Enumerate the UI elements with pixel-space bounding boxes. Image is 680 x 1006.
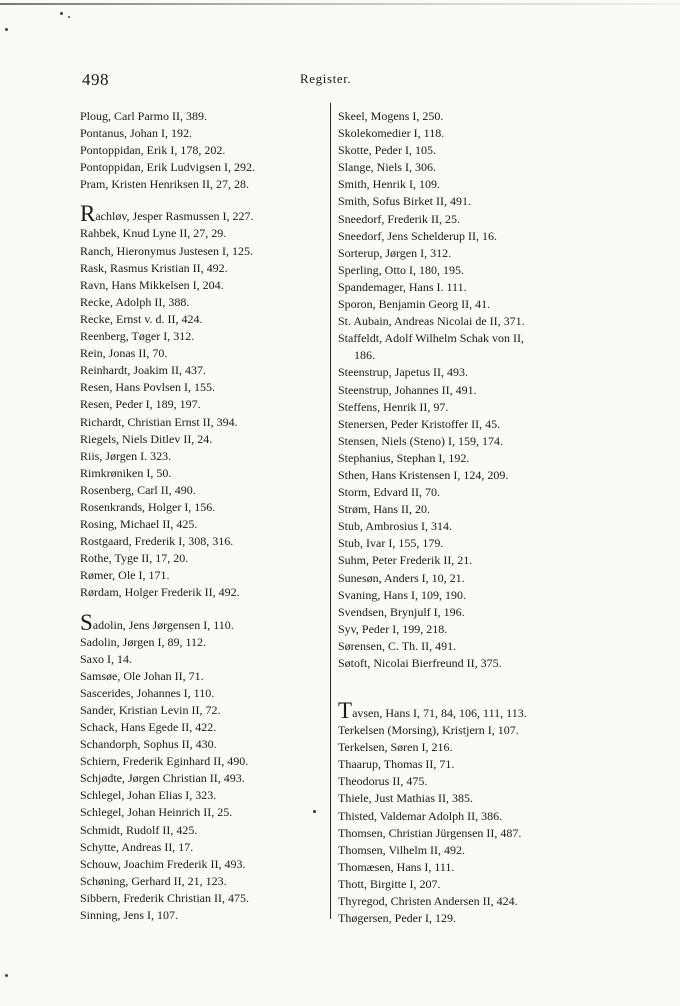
- index-entry: Thott, Birgitte I, 207.: [338, 876, 441, 891]
- index-entry: Schytte, Andreas II, 17.: [80, 839, 194, 854]
- index-entry: Theodorus II, 475.: [338, 774, 428, 789]
- index-entry: Rørdam, Holger Frederik II, 492.: [80, 585, 240, 600]
- index-entry: Thisted, Valdemar Adolph II, 386.: [338, 808, 503, 823]
- index-entry: Schandorph, Sophus II, 430.: [80, 737, 217, 752]
- index-entry: 186.: [354, 348, 375, 363]
- index-entry: Steenstrup, Japetus II, 493.: [338, 365, 468, 380]
- index-entry-text: adolin, Jens Jørgensen I, 110.: [92, 617, 234, 632]
- index-entry: Schmidt, Rudolf II, 425.: [80, 822, 198, 837]
- index-entry: Schiern, Frederik Eginhard II, 490.: [80, 754, 249, 769]
- index-entry: Sneedorf, Frederik II, 25.: [338, 211, 460, 226]
- section-gap: [80, 602, 315, 612]
- index-entry: Schlegel, Johan Heinrich II, 25.: [80, 805, 233, 820]
- index-entry: Stub, Ambrosius I, 314.: [338, 519, 453, 534]
- index-entry: Pram, Kristen Henriksen II, 27, 28.: [80, 177, 249, 192]
- index-entry: Sascerides, Johannes I, 110.: [80, 685, 215, 700]
- index-entry: Rothe, Tyge II, 17, 20.: [80, 551, 189, 566]
- index-entry: Pontanus, Johan I, 192.: [80, 126, 192, 141]
- index-entry: St. Aubain, Andreas Nicolai de II, 371.: [338, 314, 525, 329]
- print-speck: [68, 16, 70, 18]
- index-entry: Thomsen, Christian Jürgensen II, 487.: [338, 825, 522, 840]
- index-entry: Recke, Adolph II, 388.: [80, 294, 190, 309]
- index-entry: Pontoppidan, Erik I, 178, 202.: [80, 143, 226, 158]
- index-entry: Sporon, Benjamin Georg II, 41.: [338, 297, 491, 312]
- index-entry: Storm, Edvard II, 70.: [338, 485, 440, 500]
- index-entry: Thomæsen, Hans I, 111.: [338, 859, 455, 874]
- index-entry: Rask, Rasmus Kristian II, 492.: [80, 260, 228, 275]
- index-entry: Rostgaard, Frederik I, 308, 316.: [80, 534, 234, 549]
- index-entry: Sinning, Jens I, 107.: [80, 908, 179, 923]
- index-entry: Schack, Hans Egede II, 422.: [80, 720, 217, 734]
- index-entry: Rosenberg, Carl II, 490.: [80, 482, 196, 497]
- index-entry: Schøning, Gerhard II, 21, 123.: [80, 873, 227, 888]
- index-entry: Slange, Niels I, 306.: [338, 160, 436, 175]
- index-entry: Smith, Henrik I, 109.: [338, 177, 440, 192]
- section-initial-letter: R: [80, 201, 96, 227]
- index-entry-section-start: [80, 609, 315, 635]
- index-entry: Schjødte, Jørgen Christian II, 493.: [80, 771, 245, 786]
- index-entry: Schlegel, Johan Elias I, 323.: [80, 788, 217, 803]
- index-entry: Recke, Ernst v. d. II, 424.: [80, 311, 203, 326]
- print-speck: [5, 974, 8, 977]
- index-entry: Skeel, Mogens I, 250.: [338, 109, 444, 123]
- index-entry: Ranch, Hieronymus Justesen I, 125.: [80, 243, 253, 258]
- print-speck: [60, 12, 63, 15]
- section-gap: [338, 672, 588, 700]
- index-entry: Skolekomedier I, 118.: [338, 126, 445, 141]
- index-entry: Pontoppidan, Erik Ludvigsen I, 292.: [80, 160, 255, 175]
- index-entry: Stephanius, Stephan I, 192.: [338, 450, 470, 465]
- section-gap: [80, 193, 315, 203]
- index-entry: Steffens, Henrik II, 97.: [338, 399, 449, 414]
- index-entry: Terkelsen (Morsing), Kristjern I, 107.: [338, 723, 519, 738]
- index-entry: Rømer, Ole I, 171.: [80, 568, 170, 583]
- index-entry: Riegels, Niels Ditlev II, 24.: [80, 431, 213, 446]
- index-entry: Sibbern, Frederik Christian II, 475.: [80, 890, 249, 905]
- index-entry: Sorterup, Jørgen I, 312.: [338, 245, 452, 260]
- index-entry: Rosing, Michael II, 425.: [80, 517, 198, 532]
- index-entry: Thøgersen, Peder I, 129.: [338, 911, 456, 926]
- index-entry-text: achløv, Jesper Rasmussen I, 227.: [95, 209, 254, 224]
- index-entry: Søtoft, Nicolai Bierfreund II, 375.: [338, 656, 502, 670]
- index-entry: Spandemager, Hans I. 111.: [338, 279, 467, 294]
- index-entry: Syv, Peder I, 199, 218.: [338, 621, 448, 636]
- index-entry: Sneedorf, Jens Schelderup II, 16.: [338, 228, 497, 243]
- page-number: 498: [82, 70, 109, 89]
- index-entry: Reinhardt, Joakim II, 437.: [80, 363, 206, 378]
- top-edge-rule: [0, 3, 680, 5]
- index-entry: Steenstrup, Johannes II, 491.: [338, 382, 477, 397]
- right-index-column: [338, 108, 588, 927]
- index-entry: Svaning, Hans I, 109, 190.: [338, 587, 466, 602]
- index-entry: Thyregod, Christen Andersen II, 424.: [338, 894, 518, 909]
- index-entry: Suhm, Peter Frederik II, 21.: [338, 553, 473, 568]
- index-entry: Thaarup, Thomas II, 71.: [338, 757, 455, 772]
- index-entry: Terkelsen, Søren I, 216.: [338, 740, 453, 755]
- index-entry: Resen, Peder I, 189, 197.: [80, 397, 201, 412]
- index-entry: Sthen, Hans Kristensen I, 124, 209.: [338, 467, 509, 482]
- column-divider: [330, 103, 331, 919]
- print-speck: [5, 28, 8, 31]
- index-entry: Stensen, Niels (Steno) I, 159, 174.: [338, 433, 503, 448]
- index-entry: Stub, Ivar I, 155, 179.: [338, 536, 444, 551]
- index-entry: Svendsen, Brynjulf I, 196.: [338, 604, 465, 619]
- index-entry: Sunesøn, Anders I, 10, 21.: [338, 570, 465, 585]
- index-entry: Resen, Hans Povlsen I, 155.: [80, 380, 215, 395]
- index-entry: Thiele, Just Mathias II, 385.: [338, 791, 473, 806]
- index-entry: Smith, Sofus Birket II, 491.: [338, 194, 472, 209]
- index-entry: Samsøe, Ole Johan II, 71.: [80, 668, 204, 683]
- index-entry: Ravn, Hans Mikkelsen I, 204.: [80, 277, 224, 292]
- margin-mark: [313, 810, 316, 813]
- index-entry-section-start: [338, 700, 588, 722]
- index-entry: Thomsen, Vilhelm II, 492.: [338, 842, 466, 857]
- index-entry: Reenberg, Tøger I, 312.: [80, 329, 195, 344]
- index-entry: Schouw, Joachim Frederik II, 493.: [80, 856, 246, 871]
- running-head-title: Register.: [300, 71, 352, 86]
- index-entry: Sadolin, Jørgen I, 89, 112.: [80, 634, 206, 649]
- index-entry-text: avsen, Hans I, 71, 84, 106, 111, 113.: [352, 706, 527, 721]
- left-index-column: [80, 108, 315, 924]
- index-entry: Rosenkrands, Holger I, 156.: [80, 499, 216, 514]
- index-entry: Strøm, Hans II, 20.: [338, 502, 430, 517]
- index-entry: Stenersen, Peder Kristoffer II, 45.: [338, 416, 501, 431]
- index-entry: Rimkrøniken I, 50.: [80, 465, 172, 480]
- index-entry: Sperling, Otto I, 180, 195.: [338, 262, 464, 277]
- index-entry: Sørensen, C. Th. II, 491.: [338, 638, 457, 653]
- section-initial-letter: T: [338, 698, 353, 724]
- index-entry: Staffeldt, Adolf Wilhelm Schak von II,: [338, 331, 525, 346]
- index-entry: Saxo I, 14.: [80, 651, 132, 666]
- index-entry: Ploug, Carl Parmo II, 389.: [80, 109, 207, 123]
- section-initial-letter: S: [80, 609, 93, 635]
- index-entry: Skotte, Peder I, 105.: [338, 143, 436, 158]
- index-entry: Sander, Kristian Levin II, 72.: [80, 702, 221, 717]
- index-entry: Richardt, Christian Ernst II, 394.: [80, 414, 238, 429]
- index-entry-section-start: [80, 203, 315, 225]
- index-entry: Rein, Jonas II, 70.: [80, 346, 168, 361]
- index-entry: Riis, Jørgen I. 323.: [80, 448, 172, 463]
- index-entry: Rahbek, Knud Lyne II, 27, 29.: [80, 226, 227, 241]
